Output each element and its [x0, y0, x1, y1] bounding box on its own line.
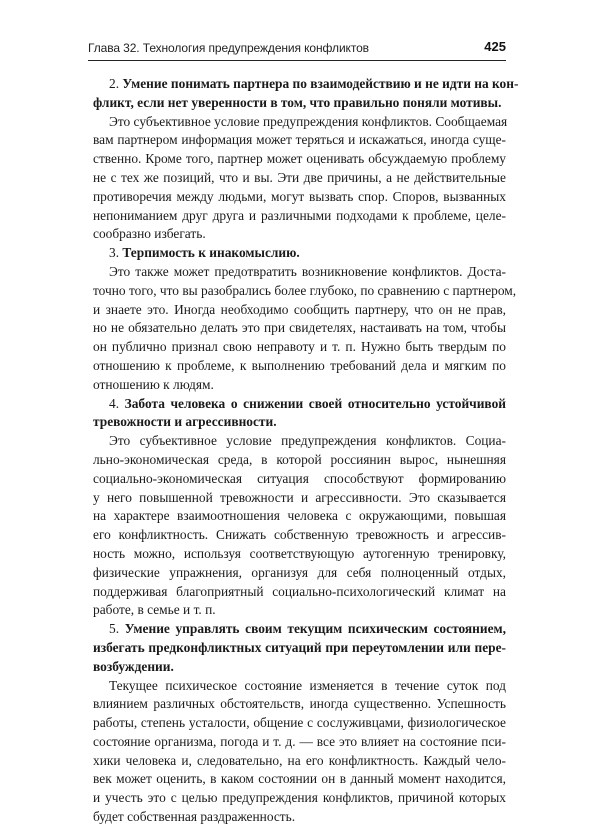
- text-line: [93, 169, 506, 188]
- item-number: 5.: [109, 621, 125, 637]
- text-line: [93, 714, 506, 733]
- line-text: на характере взаимоотношения человека с окружающими, повышая: [93, 508, 506, 524]
- heading-text: избегать предконфликтных ситуаций при переутомлении или пере-: [93, 639, 506, 655]
- text-line: [93, 282, 517, 301]
- text-line: [93, 225, 506, 244]
- text-line: [93, 432, 506, 451]
- text-line: [93, 263, 506, 282]
- line-text: и учесть это с целью предупреждения конфликтов, причиной которых: [93, 790, 506, 806]
- text-line: [93, 733, 506, 752]
- text-line: [93, 150, 506, 169]
- text-line: [93, 489, 506, 508]
- text-line: [93, 620, 506, 639]
- heading-text: Умение понимать партнера по взаимодействию и не идти на кон-: [122, 76, 519, 91]
- text-line: [93, 808, 506, 827]
- line-text: будет собственная раздраженность.: [93, 809, 296, 825]
- text-line: [93, 357, 506, 376]
- line-text: Это также может предотвратить возникновение конфликтов. Доста-: [109, 263, 506, 279]
- text-line: [93, 319, 506, 338]
- running-head: [88, 38, 506, 61]
- line-text: Это субъективное условие предупреждения конфликтов. Социа-: [109, 433, 506, 449]
- line-text: влиянием различных обстоятельств, иногда существенно. Успешность: [93, 696, 506, 712]
- text-line: [93, 413, 506, 432]
- item-number: 3.: [109, 245, 123, 261]
- line-text: точно того, что вы разобрались более глубоко, по сравнению с партнером,: [93, 282, 517, 298]
- text-line: [93, 301, 506, 320]
- text-line: [93, 113, 506, 132]
- text-line: [93, 601, 506, 620]
- line-text: непониманием друг друга и различными подходами к проблеме, целе-: [93, 207, 506, 223]
- heading-text: возбуждении.: [93, 658, 174, 674]
- page-number: 425: [484, 39, 506, 54]
- line-text: работы, степень усталости, общение с сослуживцами, физиологическое: [93, 715, 506, 731]
- text-line: [93, 94, 506, 113]
- heading-text: фликт, если нет уверенности в том, что правильно поняли мотивы.: [93, 94, 502, 110]
- line-text: состояние организма, погода и т. д. — все это влияет на состояние пси-: [93, 733, 506, 749]
- text-line: [93, 583, 506, 602]
- text-line: [93, 695, 506, 714]
- line-text: вам партнером информация может теряться и искажаться, иногда суще-: [93, 132, 506, 148]
- running-title: Глава 32. Технология предупреждения конфликтов: [88, 41, 369, 55]
- text-line: [93, 658, 506, 677]
- text-line: [93, 338, 506, 357]
- line-text: поддерживая благоприятный социально-психологический климат на: [93, 583, 506, 599]
- text-line: [93, 526, 506, 545]
- heading-text: тревожности и агрессивности.: [93, 414, 277, 430]
- line-text: физические упражнения, организуя для себя полноценный отдых,: [93, 564, 506, 580]
- line-text: социально-экономическая ситуация способствуют формированию: [93, 470, 506, 486]
- text-line: [93, 207, 506, 226]
- text-line: [93, 770, 506, 789]
- text-line: [93, 470, 506, 489]
- line-text: хики человека и, следовательно, на его конфликтность. Каждый чело-: [93, 752, 506, 768]
- text-line: [93, 507, 506, 526]
- text-line: [93, 677, 506, 696]
- item-number: 4.: [109, 395, 125, 411]
- text-line: [93, 376, 506, 395]
- line-text: отношению к людям.: [93, 376, 214, 392]
- line-text: сообразно избегать.: [93, 226, 206, 242]
- line-text: но не обязательно делать это при свидетелях, настаивать на том, чтобы: [93, 320, 506, 336]
- line-text: у него повышенной тревожности и агрессивности. Это сказывается: [93, 489, 506, 505]
- text-line: [93, 451, 506, 470]
- line-text: не с тех же позиций, что и вы. Эти две причины, а не действительные: [93, 169, 506, 185]
- text-line: [93, 639, 506, 658]
- line-text: льно-экономическая среда, в которой россиянин вырос, нынешняя: [93, 451, 506, 467]
- line-text: ственно. Кроме того, партнер может оценивать обсуждаемую проблему: [93, 151, 506, 167]
- line-text: работе, в семье и т. п.: [93, 602, 216, 618]
- line-text: противоречия между людьми, могут вызвать спор. Споров, вызванных: [93, 188, 506, 204]
- line-text: век может оценить, в каком состоянии он в данный момент находится,: [93, 771, 506, 787]
- heading-text: Забота человека о снижении своей относительно устойчивой: [124, 395, 506, 411]
- line-text: Текущее психическое состояние изменяется в течение суток под: [109, 677, 506, 693]
- text-line: [93, 188, 506, 207]
- line-text: его конфликтность. Снижать собственную тревожность и агрессив-: [93, 527, 506, 543]
- text-line: [93, 395, 506, 414]
- line-text: он публично признал свою неправоту и т. п. Нужно быть твердым по: [93, 339, 506, 355]
- line-text: и знаете это. Иногда необходимо сообщить партнеру, что он не прав,: [93, 301, 506, 317]
- text-line: [93, 131, 506, 150]
- item-number: 2.: [109, 76, 123, 91]
- line-text: Это субъективное условие предупреждения конфликтов. Сообщаемая: [109, 113, 508, 129]
- text-line: [93, 244, 506, 263]
- text-line: [93, 789, 506, 808]
- body-text: [93, 75, 519, 827]
- heading-text: Терпимость к инакомыслию.: [122, 245, 300, 261]
- line-text: отношению к проблеме, к выполнению требований дела и мягким по: [93, 357, 506, 373]
- text-line: [93, 545, 506, 564]
- text-line: [93, 564, 506, 583]
- text-line: [93, 75, 519, 94]
- line-text: ность можно, используя соответствующую аутогенную тренировку,: [93, 545, 506, 561]
- text-line: [93, 752, 506, 771]
- heading-text: Умение управлять своим текущим психическим состоянием,: [124, 621, 506, 637]
